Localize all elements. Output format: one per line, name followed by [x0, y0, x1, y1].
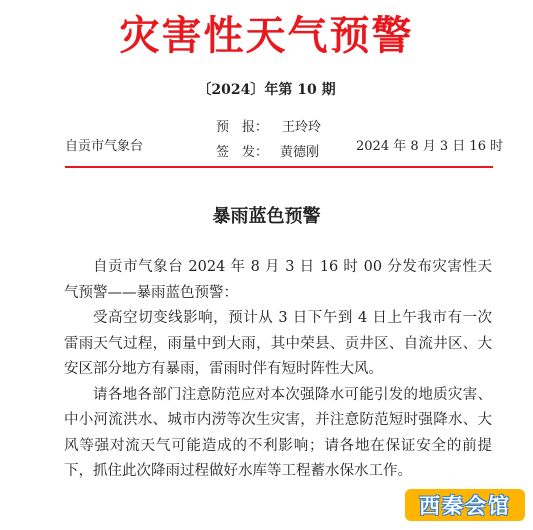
signer-name: 黄德刚 — [280, 145, 320, 160]
header-divider — [65, 166, 493, 168]
notice-body — [64, 255, 492, 485]
issued-time: 2024 年 8 月 3 日 16 时 — [356, 139, 504, 154]
watermark-logo — [405, 489, 525, 521]
issuing-organization: 自贡市气象台 — [65, 139, 144, 154]
forecast-label: 预 报： — [216, 120, 269, 135]
notice-paragraph: 请各地各部门注意防范应对本次强降水可能引发的地质灾害、中小河流洪水、城市内涝等次生灾害，并注意防范短时强降水、大风等强对流天气可能造成的不利影响；请各地在保证安全的前提下，抓住此次降雨过程做好水库等工程蓄水保水工作。 — [64, 386, 492, 479]
notice-paragraph: 受高空切变线影响，预计从 3 日下午到 4 日上午我市有一次雷雨天气过程，雨量中到大雨，其中荣县、贡井区、自流井区、大安区部分地方有暴雨，雷雨时伴有短时阵性大风。 — [64, 310, 492, 377]
notice-paragraph: 自贡市气象台 2024 年 8 月 3 日 16 时 00 分发布灾害性天气预警——暴雨蓝色预警： — [64, 259, 492, 301]
notice-heading: 暴雨蓝色预警 — [212, 206, 321, 227]
watermark-text: 西秦会馆 — [419, 494, 511, 518]
signoff-label: 签 发： — [216, 145, 269, 160]
document-title: 灾害性天气预警 — [119, 12, 414, 59]
issue-number: 〔2024〕年第 10 期 — [197, 82, 336, 98]
forecaster-name: 王玲玲 — [282, 120, 322, 135]
